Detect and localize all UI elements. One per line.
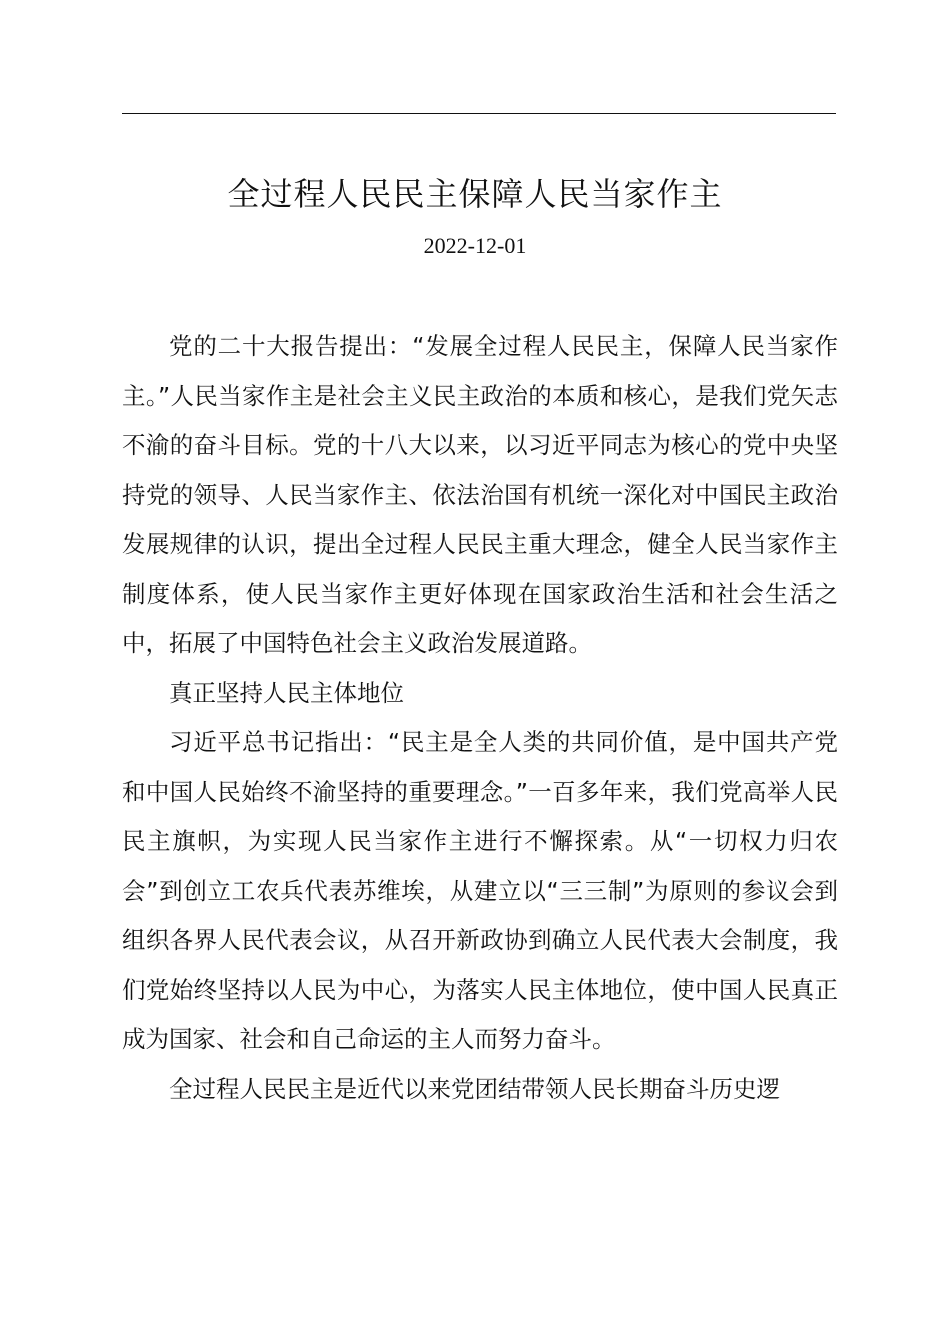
- paragraph-continued: 全过程人民民主是近代以来党团结带领人民长期奋斗历史逻: [169, 1074, 780, 1103]
- paragraph-intro: 党的二十大报告提出：“发展全过程人民民主，保障人民当家作主。”人民当家作主是社会主义民主政治的本质和核心，是我们党矢志不渝的奋斗目标。党的十八大以来，以习近平同志为核心的党中央坚持党的领导、人民当家作主、依法治国有机统一深化对中国民主政治发展规律的认识，提出全过程人民民主重大理念，健全人民当家作主制度体系，使人民当家作主更好体现在国家政治生活和社会生活之中，拓展了中国特色社会主义政治发展道路。: [122, 332, 838, 657]
- article-body: [122, 322, 838, 1114]
- header-rule: [122, 113, 836, 114]
- section-heading: 真正坚持人民主体地位: [169, 678, 404, 707]
- article-date: 2022-12-01: [423, 233, 527, 258]
- article-title: 全过程人民民主保障人民当家作主: [227, 175, 723, 213]
- paragraph-history: 习近平总书记指出：“民主是全人类的共同价值，是中国共产党和中国人民始终不渝坚持的重要理念。”一百多年来，我们党高举人民民主旗帜，为实现人民当家作主进行不懈探索。从“一切权力归农会”到创立工农兵代表苏维埃，从建立以“三三制”为原则的参议会到组织各界人民代表会议，从召开新政协到确立人民代表大会制度，我们党始终坚持以人民为中心，为落实人民主体地位，使中国人民真正成为国家、社会和自己命运的主人而努力奋斗。: [122, 728, 838, 1053]
